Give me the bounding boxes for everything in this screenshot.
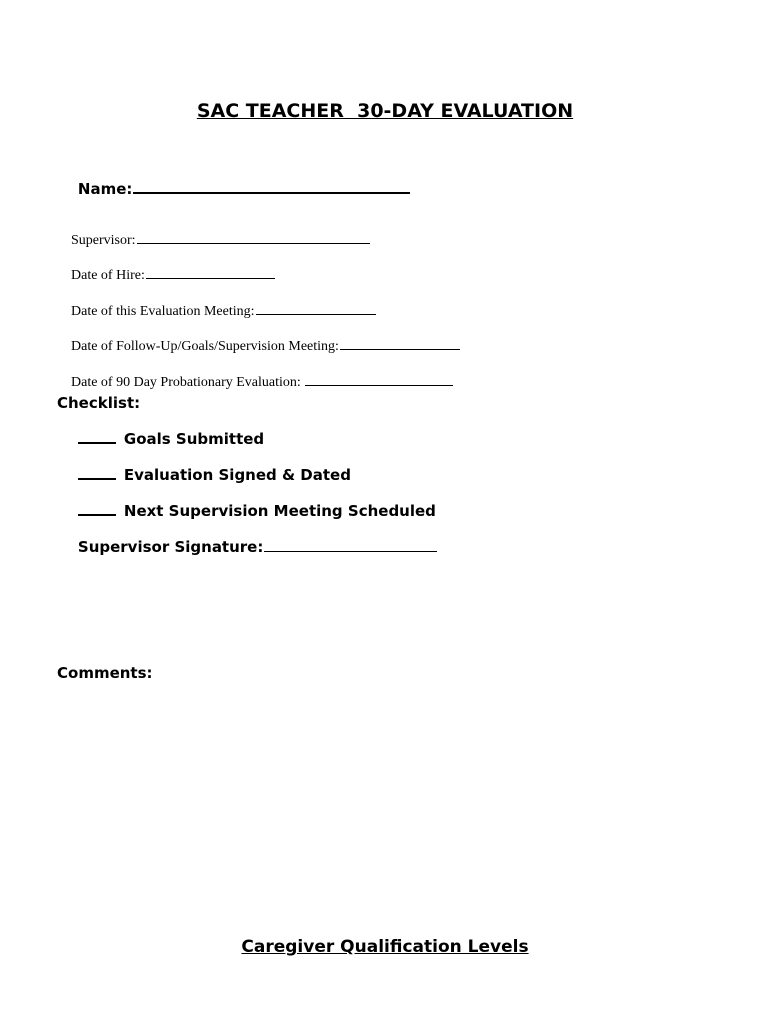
checklist-blank[interactable] — [78, 477, 116, 480]
probationary-evaluation-label: Date of 90 Day Probationary Evaluation: — [71, 375, 305, 390]
supervisor-blank[interactable] — [137, 242, 370, 244]
comments-label: Comments: — [57, 664, 153, 682]
checklist-blank[interactable] — [78, 513, 116, 516]
signature-field — [57, 520, 437, 574]
date-of-hire-label: Date of Hire: — [71, 268, 145, 283]
followup-meeting-blank[interactable] — [340, 348, 460, 350]
name-label: Name: — [77, 180, 133, 198]
footer-title: Caregiver Qualification Levels — [241, 937, 529, 957]
supervisor-label: Supervisor: — [71, 233, 136, 248]
checklist-item-label: Next Supervision Meeting Scheduled — [123, 502, 436, 520]
checklist-heading: Checklist: — [57, 394, 141, 412]
followup-meeting-label: Date of Follow-Up/Goals/Supervision Meeting: — [71, 339, 339, 354]
name-blank[interactable] — [133, 191, 410, 194]
checklist-item-label: Goals Submitted — [123, 430, 265, 448]
signature-blank[interactable] — [264, 550, 437, 552]
name-field — [57, 162, 410, 216]
checklist-item-label: Evaluation Signed & Dated — [123, 466, 351, 484]
signature-label: Supervisor Signature: — [77, 538, 264, 556]
evaluation-meeting-blank[interactable] — [256, 313, 376, 315]
checklist-blank[interactable] — [78, 441, 116, 444]
date-of-hire-blank[interactable] — [146, 277, 275, 279]
document-title: SAC TEACHER 30-DAY EVALUATION — [196, 100, 574, 122]
probationary-evaluation-blank[interactable] — [305, 384, 453, 386]
evaluation-meeting-label: Date of this Evaluation Meeting: — [71, 304, 255, 319]
